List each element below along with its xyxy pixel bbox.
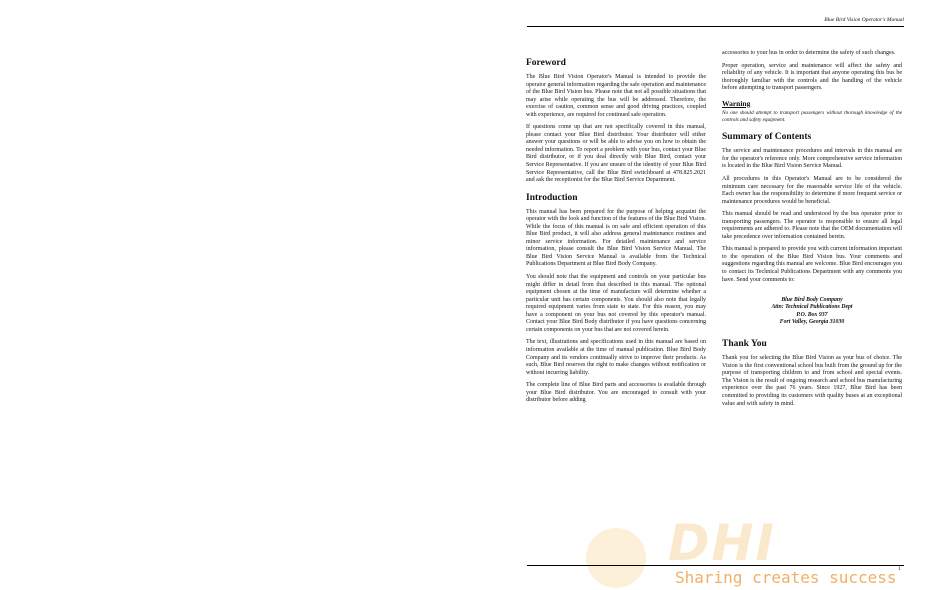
continued-paragraph-1: accessories to your bus in order to determine the safety of such changes.: [722, 50, 896, 56]
foreword-paragraph-1: The Blue Bird Vision Operator's Manual is intended to provide the operator general information regarding the safe operation and maintenance of the Blue Bird Vision bus. Please note that not all possible situations that may arise while operating the bus will be addressed. Therefore, the exercise of caution, common sense and good driving practices, coupled with experience, are required for continued safe operation.: [526, 74, 706, 118]
thank-you-paragraph: Thank you for selecting the Blue Bird Vision as your bus of choice. The Vision is the first conventional school bus built from the ground up for the purpose of transporting children to and from school and special events. The Vision is the result of ongoing research and school bus manufacturing experience over the past 76 years. Since 1927, Blue Bird has been committed to providing its customers with quality buses at an exceptional value and with safety in mind.: [722, 355, 902, 407]
watermark-slogan: Sharing creates success: [675, 568, 897, 587]
address-line: Fort Valley, Georgia 31030: [779, 318, 845, 325]
summary-paragraph-3: This manual should be read and understood by the bus operator prior to transporting passengers. The operator is responsible to ensure all legal requirements are adhered to. Please note that the OEM documentation will take precedence over information contained herein.: [722, 211, 902, 240]
thank-you-heading: Thank You: [722, 339, 767, 350]
right-column: [722, 50, 902, 413]
warning-heading: Warning: [722, 98, 751, 108]
running-header: Blue Bird Vision Operator's Manual: [527, 17, 904, 27]
introduction-paragraph-4: The complete line of Blue Bird parts and accessories is available through your Blue Bird distributor. You are encouraged to consult with your distributor before adding: [526, 382, 706, 404]
continued-paragraph-2: Proper operation, service and maintenance will affect the safety and reliability of any vehicle. It is important that anyone operating this bus be thoroughly familiar with the controls and the handling of the vehicle before attempting to transport passengers.: [722, 62, 902, 92]
warning-text: No one should attempt to transport passengers without thorough knowledge of the controls and safety equipment.: [722, 109, 902, 123]
summary-paragraph-4: This manual is prepared to provide you with current information important to the operation of the Blue Bird Vision bus. Your comments and suggestions regarding this manual are welcome. Blue Bird encourages you to contact its Technical Publications Department with any comments you have. Send your comments to:: [722, 246, 902, 283]
introduction-paragraph-2: You should note that the equipment and controls on your particular bus might differ in detail from that described in this manual. The optional equipment chosen at the time of manufacture will determine whether a particular unit has certain components. You should also note that legally required equipment varies from state to state. For this reason, you may have a component on your bus not covered by this operator's manual. Contact your Blue Bird Body distributor if you have questions concerning certain components on your bus that are not covered herein.: [526, 274, 706, 333]
summary-paragraph-1: The service and maintenance procedures and intervals in this manual are for the operator's reference only. More comprehensive service information is located in the Blue Bird Vision Service Manual.: [722, 148, 902, 170]
address-line: P.O. Box 937: [796, 311, 828, 318]
page-number: 1: [898, 566, 901, 572]
address-line: Attn: Technical Publications Dept: [771, 304, 853, 311]
foreword-paragraph-2: If questions come up that are not specifically covered in this manual, please contact your Blue Bird distributor. Your distributor will either answer your questions or will be able to advise you on how to obtain the needed information. To report a problem with your bus, contact your Blue Bird distributor, or if you deal directly with Blue Bird, contact your Service Representative. If you are unsure of the identity of your Blue Bird Service Representative, call the Blue Bird switchboard at 478.825.2021 and ask the receptionist for the Blue Bird Service Department.: [526, 124, 706, 184]
introduction-heading: Introduction: [526, 192, 578, 203]
summary-heading: Summary of Contents: [722, 132, 812, 143]
mailing-address: [722, 297, 902, 326]
summary-paragraph-2: All procedures in this Operator's Manual are to be considered the minimum care necessary for the reasonable service life of the vehicle. Each owner has the responsibility to determine if more frequent service or maintenance procedures would be beneficial.: [722, 175, 902, 205]
footer-rule: [527, 565, 904, 566]
introduction-paragraph-3: The text, illustrations and specifications used in this manual are based on information available at the time of manual publication. Blue Bird Body Company and its vendors continually strive to improve their products. As such, Blue Bird reserves the right to make changes without notification or without incurring liability.: [526, 339, 706, 376]
address-line: Blue Bird Body Company: [781, 297, 843, 304]
watermark-logo: DHI: [668, 514, 776, 572]
left-column: [526, 58, 706, 410]
foreword-heading: Foreword: [526, 58, 566, 68]
introduction-paragraph-1: This manual has been prepared for the purpose of helping acquaint the operator with the look and function of the features of the Blue Bird Vision. While the focus of this manual is on safe and efficient operation of this Blue Bird product, it will also address general maintenance routines and minor service information. For detailed maintenance and service information, please consult the Blue Bird Vision Service Manual. The Blue Bird Vision Service Manual is available from the Technical Publications Department at Blue Bird Body Company.: [526, 208, 706, 268]
watermark-circle: [586, 528, 646, 588]
